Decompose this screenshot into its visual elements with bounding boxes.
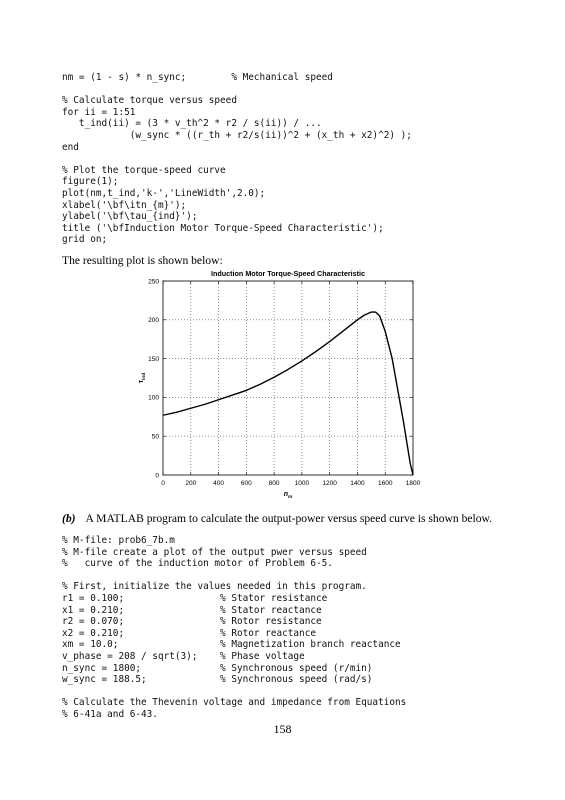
x-tick-label: 1800	[405, 480, 421, 487]
x-tick-label: 1400	[350, 480, 365, 487]
code-line: nm = (1 - s) * n_sync; % Mechanical speed	[62, 72, 333, 83]
x-tick-label: 800	[268, 480, 280, 487]
x-axis-label-sub: m	[288, 495, 293, 498]
code-line: % First, initialize the values needed in this program.	[62, 581, 367, 593]
torque-speed-chart	[130, 266, 430, 498]
x-tick-label: 200	[185, 480, 197, 487]
code-listing-bottom	[62, 535, 406, 721]
code-line: % Calculate the Thevenin voltage and impedance from Equations	[62, 697, 407, 709]
code-line: w_sync = 188.5; % Synchronous speed (rad/s)	[62, 674, 373, 686]
x-tick-label: 1000	[294, 480, 310, 487]
code-line: ylabel('\bf\tau_{ind}');	[62, 211, 198, 223]
y-axis-label-sub: ind	[142, 372, 147, 381]
x-axis-label	[284, 491, 293, 498]
code-line	[62, 686, 406, 698]
code-line: grid on;	[62, 234, 108, 246]
code-line	[62, 84, 412, 96]
code-line: n_sync = 1800; % Synchronous speed (r/min)	[62, 662, 373, 674]
code-line: % Plot the torque-speed curve	[62, 164, 226, 176]
code-line: plot(nm,t_ind,'k-','LineWidth',2.0);	[62, 187, 266, 199]
y-tick-label: 150	[148, 355, 159, 363]
code-line: xm = 10.0; % Magnetization branch reactance	[62, 639, 401, 651]
code-line: end	[62, 141, 79, 153]
code-line: % Calculate torque versus speed	[62, 95, 237, 107]
code-line: % M-file: prob6_7b.m	[62, 535, 175, 546]
x-tick-label: 400	[213, 480, 224, 487]
y-tick-label: 200	[148, 317, 159, 325]
code-line: r2 = 0.070; % Rotor resistance	[62, 616, 322, 628]
code-line: x1 = 0.210; % Stator reactance	[62, 604, 322, 616]
y-axis-label	[138, 373, 147, 383]
code-line: r1 = 0.100; % Stator resistance	[62, 592, 328, 604]
code-line: % 6-41a and 6-43.	[62, 708, 158, 720]
code-line: % curve of the induction motor of Problem 6-5.	[62, 558, 333, 570]
code-line: figure(1);	[62, 176, 119, 188]
code-line: x2 = 0.210; % Rotor reactance	[62, 627, 316, 639]
chart-title: Induction Motor Torque-Speed Characteristic	[210, 269, 366, 278]
code-line: for ii = 1:51	[62, 106, 136, 118]
code-line	[62, 153, 412, 165]
y-tick-label: 50	[151, 433, 159, 441]
code-line: t_ind(ii) = (3 * v_th^2 * r2 / s(ii)) / ...	[62, 118, 322, 130]
x-tick-label: 0	[161, 480, 165, 487]
x-tick-label: 1200	[322, 480, 337, 487]
x-tick-label: 1600	[377, 480, 393, 487]
y-tick-label: 0	[155, 472, 159, 480]
result-caption: The resulting plot is shown below:	[62, 254, 223, 267]
part-b-paragraph	[62, 512, 492, 525]
y-tick-label: 250	[148, 278, 159, 286]
code-line: (w_sync * ((r_th + r2/s(ii))^2 + (x_th + x2)^2) );	[62, 129, 412, 141]
part-text: A MATLAB program to calculate the output-power versus speed curve is shown below.	[85, 512, 493, 525]
code-listing-top	[62, 72, 412, 246]
code-line	[62, 570, 406, 582]
plot-area	[163, 281, 413, 475]
y-tick-label: 100	[148, 394, 159, 402]
code-line: % M-file create a plot of the output pwer versus speed	[62, 546, 367, 558]
page-number: 158	[273, 722, 292, 736]
x-axis-label-main: n	[283, 491, 289, 498]
code-line: xlabel('\bf\itn_{m}');	[62, 199, 187, 211]
part-label: (b)	[62, 512, 76, 525]
x-tick-label: 600	[240, 480, 252, 487]
code-line: title ('\bfInduction Motor Torque-Speed Characteristic');	[62, 222, 384, 234]
y-axis-label-main: τ	[138, 380, 145, 384]
code-line: v_phase = 208 / sqrt(3); % Phase voltage	[62, 650, 305, 662]
